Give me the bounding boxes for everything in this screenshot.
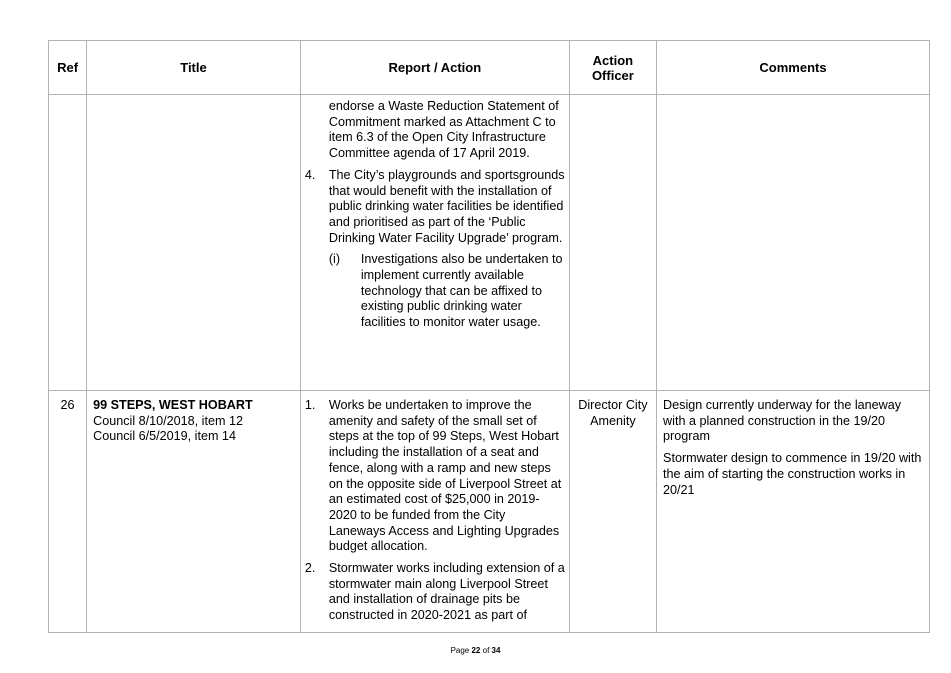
item-number: 1. bbox=[304, 398, 316, 412]
numbered-item bbox=[305, 168, 565, 247]
page-of-label: of bbox=[482, 646, 490, 655]
ref-cell: 26 bbox=[49, 391, 87, 633]
item-text: Stormwater works including extension of a stormwater main along Liverpool Street and installation of drainage pits be constructed in 2020-2021 as part of bbox=[328, 561, 565, 623]
report-continuation-text: endorse a Waste Reduction Statement of Commitment marked as Attachment C to item 6.3 of the Open City Infrastructure Committee agenda of 17 April 2019. bbox=[328, 99, 559, 161]
header-action-officer: Action Officer bbox=[569, 41, 656, 95]
total-page-count: 34 bbox=[491, 646, 501, 655]
header-comments: Comments bbox=[657, 41, 930, 95]
action-officer-cell bbox=[569, 95, 656, 391]
action-officer-cell: Director City Amenity bbox=[569, 391, 656, 633]
page-label: Page bbox=[450, 646, 470, 655]
comments-cell bbox=[657, 95, 930, 391]
table-row bbox=[49, 391, 930, 633]
title-cell bbox=[87, 95, 301, 391]
action-table bbox=[48, 40, 930, 633]
item-text: Works be undertaken to improve the amenity and safety of the small set of steps at the top of 99 Steps, West Hobart including the installation of a seat and fence, along with a ramp and new steps on the opposite side of Liverpool Street at an estimated cost of $25,000 in 2019-2020 to be funded from the City Laneways Access and Lighting Upgrades budget allocation. bbox=[328, 398, 562, 554]
item-title: 99 STEPS, WEST HOBART bbox=[93, 398, 253, 412]
comment-text: Stormwater design to commence in 19/20 with the aim of starting the construction works in 20/21 bbox=[663, 451, 922, 497]
comments-cell bbox=[657, 391, 930, 633]
header-title: Title bbox=[87, 41, 301, 95]
title-cell bbox=[87, 391, 301, 633]
ref-cell bbox=[49, 95, 87, 391]
header-report-action: Report / Action bbox=[300, 41, 569, 95]
item-number: 2. bbox=[304, 561, 316, 576]
council-reference: Council 8/10/2018, item 12 bbox=[93, 413, 243, 428]
sub-item-number: (i) bbox=[328, 252, 341, 267]
header-ref: Ref bbox=[49, 41, 87, 95]
report-action-cell bbox=[300, 391, 569, 633]
sub-item bbox=[329, 252, 565, 331]
page-number-footer bbox=[0, 646, 951, 656]
report-action-cell bbox=[300, 95, 569, 391]
item-number: 4. bbox=[304, 167, 316, 182]
comment-text: Design currently underway for the laneway with a planned construction in the 19/20 program bbox=[663, 398, 902, 444]
item-text: The City’s playgrounds and sportsgrounds that would benefit with the installation of public drinking water facilities be identified and prioritised as part of the ‘Public Drinking Water Facility Upgrade’ program. bbox=[328, 167, 565, 245]
numbered-item bbox=[305, 561, 565, 624]
table-row bbox=[49, 95, 930, 391]
current-page-number: 22 bbox=[471, 646, 481, 655]
sub-item-text: Investigations also be undertaken to implement currently available technology that can be affixed to existing public drinking water facilities to monitor water usage. bbox=[360, 252, 563, 330]
table-header-row bbox=[49, 41, 930, 95]
numbered-item bbox=[305, 398, 565, 555]
council-reference: Council 6/5/2019, item 14 bbox=[93, 429, 236, 444]
